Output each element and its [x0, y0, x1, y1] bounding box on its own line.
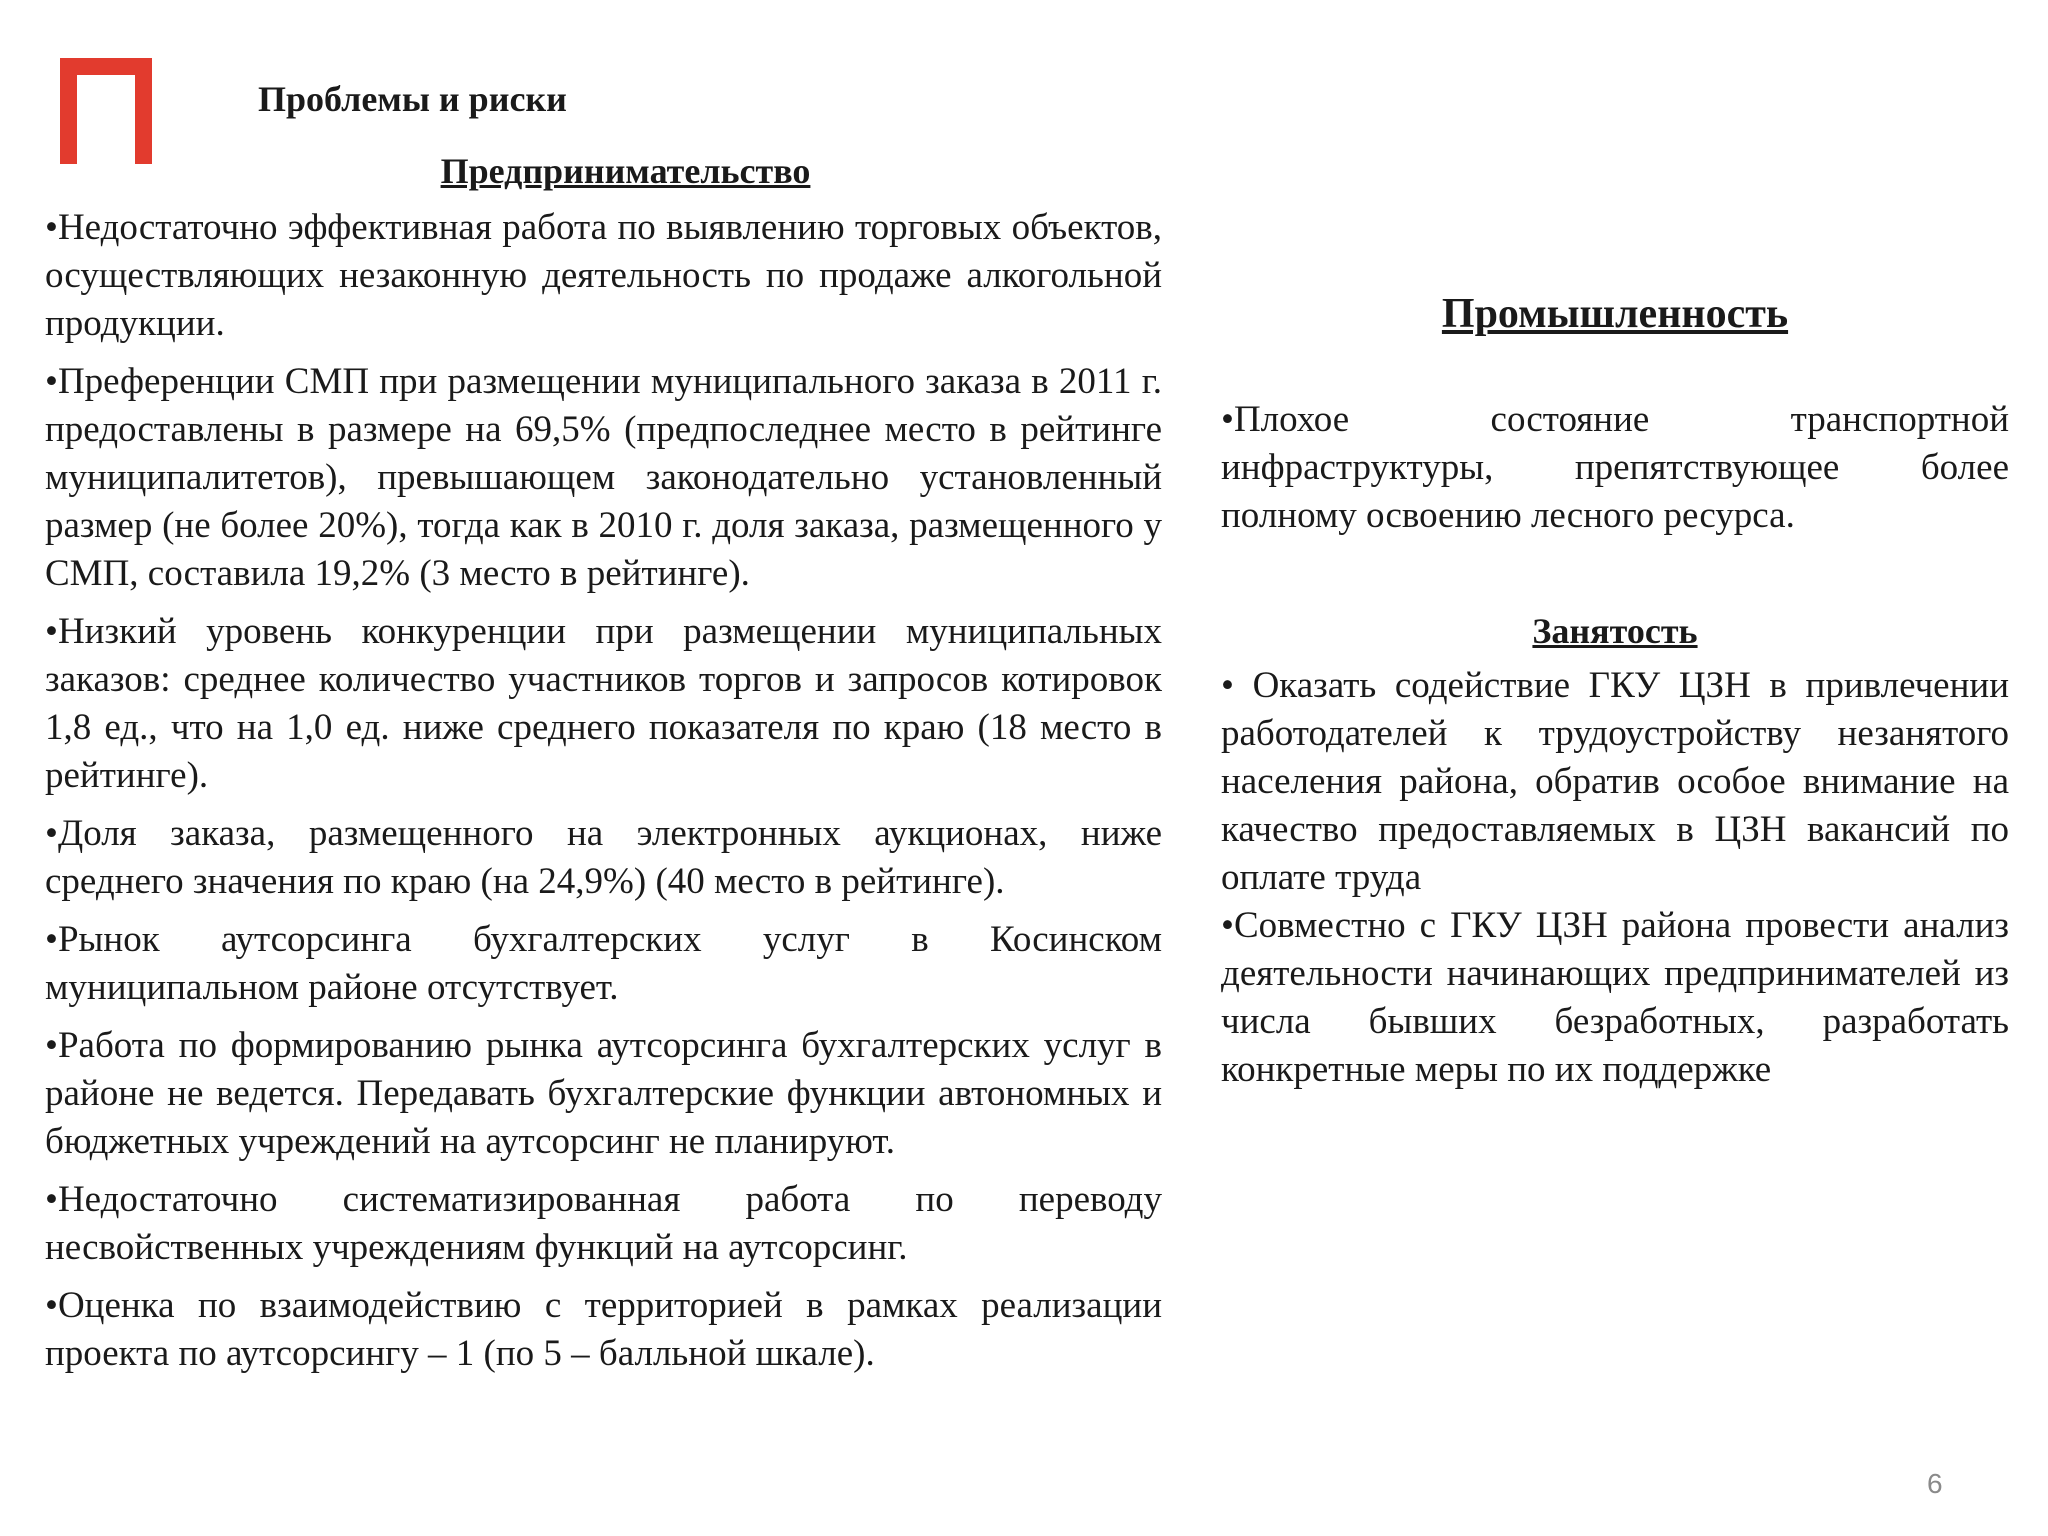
entrepreneurship-item: •Недостаточно систематизированная работа по переводу несвойственных учреждениям функций на аутсорсинг.	[45, 1179, 1162, 1268]
entrepreneurship-item: •Работа по формированию рынка аутсорсинга бухгалтерских услуг в районе не ведется. Передавать бухгалтерские функции автономных и бюджетных учреждений на аутсорсинг не планируют.	[45, 1025, 1162, 1162]
entrepreneurship-item: •Низкий уровень конкуренции при размещении муниципальных заказов: среднее количество участников торгов и запросов котировок 1,8 ед., что на 1,0 ед. ниже среднего показателя по краю (18 место в рейтинге).	[45, 611, 1162, 796]
entrepreneurship-item: •Недостаточно эффективная работа по выявлению торговых объектов, осуществляющих незаконную деятельность по продаже алкогольной продукции.	[45, 207, 1162, 344]
industry-item: •Плохое состояние транспортной инфраструктуры, препятствующее более полному освоению лесного ресурса.	[1221, 399, 2009, 536]
employment-item: •Совместно с ГКУ ЦЗН района провести анализ деятельности начинающих предпринимателей из числа бывших безработных, разработать конкретные меры по их поддержке	[1221, 905, 2009, 1090]
industry-heading: Промышленность	[1441, 291, 1789, 337]
employment-item: • Оказать содействие ГКУ ЦЗН в привлечении работодателей к трудоустройству незанятого населения района, обратив особое внимание на качество предоставляемых в ЦЗН вакансий по оплате труда	[1221, 665, 2009, 898]
entrepreneurship-section	[45, 150, 1162, 1388]
entrepreneurship-item: •Рынок аутсорсинга бухгалтерских услуг в Косинском муниципальном районе отсутствует.	[45, 919, 1162, 1008]
entrepreneurship-item: •Доля заказа, размещенного на электронных аукционах, ниже среднего значения по краю (на 24,9%) (40 место в рейтинге).	[45, 813, 1162, 902]
right-column	[1221, 290, 2009, 1094]
page-number: 6	[1927, 1468, 1943, 1499]
entrepreneurship-item: •Преференции СМП при размещении муниципального заказа в 2011 г. предоставлены в размере на 69,5% (предпоследнее место в рейтинге муниципалитетов), превышающем законодательно установленный размер (не более 20%), тогда как в 2010 г. доля заказа, размещенного у СМП, составила 19,2% (3 место в рейтинге).	[45, 361, 1162, 594]
entrepreneurship-item: •Оценка по взаимодействию с территорией в рамках реализации проекта по аутсорсингу – 1 (по 5 – балльной шкале).	[45, 1285, 1162, 1374]
entrepreneurship-heading: Предпринимательство	[440, 151, 811, 191]
employment-heading: Занятость	[1532, 611, 1698, 651]
red-p-logo-icon	[60, 58, 152, 164]
page-title: Проблемы и риски	[258, 79, 567, 119]
